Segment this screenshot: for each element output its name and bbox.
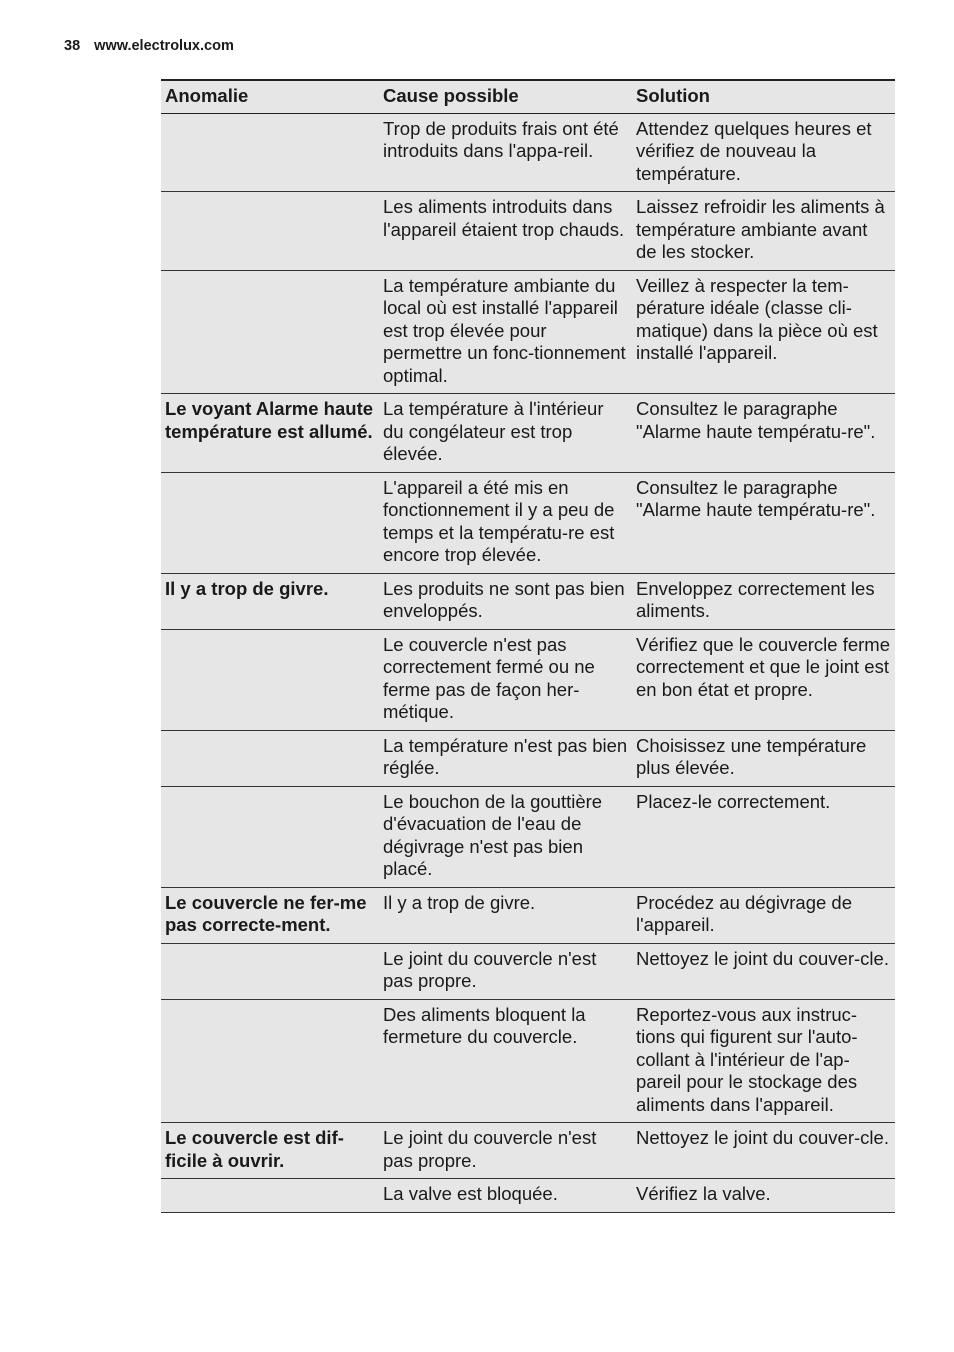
solution-cell: Enveloppez correctement les aliments.: [632, 573, 895, 629]
troubleshooting-table-container: [161, 79, 895, 1213]
column-header-anomaly: Anomalie: [161, 80, 379, 113]
cause-cell: La température à l'intérieur du congélateur est trop élevée.: [379, 394, 632, 473]
solution-cell: Placez-le correctement.: [632, 786, 895, 887]
cause-cell: La température n'est pas bien réglée.: [379, 730, 632, 786]
cause-cell: Les aliments introduits dans l'appareil étaient trop chauds.: [379, 192, 632, 271]
table-row: [161, 887, 895, 943]
table-row: [161, 573, 895, 629]
troubleshooting-table: [161, 79, 895, 1213]
solution-cell: Attendez quelques heures et vérifiez de nouveau la température.: [632, 113, 895, 192]
anomaly-cell: Le voyant Alarme haute température est allumé.: [161, 394, 379, 473]
table-header-row: [161, 80, 895, 113]
table-row: [161, 113, 895, 192]
anomaly-cell: [161, 192, 379, 271]
table-row: [161, 999, 895, 1123]
anomaly-cell: [161, 786, 379, 887]
table-row: [161, 730, 895, 786]
table-row: [161, 786, 895, 887]
anomaly-cell: [161, 270, 379, 394]
cause-cell: Le bouchon de la gouttière d'évacuation de l'eau de dégivrage n'est pas bien placé.: [379, 786, 632, 887]
solution-cell: Procédez au dégivrage de l'appareil.: [632, 887, 895, 943]
cause-cell: Le joint du couvercle n'est pas propre.: [379, 943, 632, 999]
cause-cell: Des aliments bloquent la fermeture du couvercle.: [379, 999, 632, 1123]
table-row: [161, 943, 895, 999]
solution-cell: Nettoyez le joint du couver-cle.: [632, 1123, 895, 1179]
anomaly-cell: Le couvercle ne fer-me pas correcte-ment.: [161, 887, 379, 943]
cause-cell: L'appareil a été mis en fonctionnement il y a peu de temps et la températu-re est encore trop élevée.: [379, 472, 632, 573]
cause-cell: Trop de produits frais ont été introduits dans l'appa-reil.: [379, 113, 632, 192]
cause-cell: Il y a trop de givre.: [379, 887, 632, 943]
solution-cell: Laissez refroidir les aliments à température ambiante avant de les stocker.: [632, 192, 895, 271]
solution-cell: Vérifiez la valve.: [632, 1179, 895, 1213]
cause-cell: Le joint du couvercle n'est pas propre.: [379, 1123, 632, 1179]
page-number: 38: [64, 38, 81, 54]
anomaly-cell: [161, 943, 379, 999]
column-header-solution: Solution: [632, 80, 895, 113]
anomaly-cell: [161, 472, 379, 573]
anomaly-cell: [161, 629, 379, 730]
cause-cell: La valve est bloquée.: [379, 1179, 632, 1213]
solution-cell: Vérifiez que le couvercle ferme correctement et que le joint est en bon état et propre.: [632, 629, 895, 730]
page-header: [64, 38, 234, 54]
anomaly-cell: [161, 999, 379, 1123]
solution-cell: Consultez le paragraphe "Alarme haute températu-re".: [632, 394, 895, 473]
anomaly-cell: [161, 1179, 379, 1213]
anomaly-cell: Le couvercle est dif-ficile à ouvrir.: [161, 1123, 379, 1179]
anomaly-cell: Il y a trop de givre.: [161, 573, 379, 629]
table-row: [161, 472, 895, 573]
solution-cell: Reportez-vous aux instruc-tions qui figurent sur l'auto-collant à l'intérieur de l'ap-pareil pour le stockage des aliments dans l'appareil.: [632, 999, 895, 1123]
website-url: www.electrolux.com: [94, 38, 234, 54]
table-row: [161, 1123, 895, 1179]
table-row: [161, 192, 895, 271]
solution-cell: Veillez à respecter la tem-pérature idéale (classe cli-matique) dans la pièce où est installé l'appareil.: [632, 270, 895, 394]
table-row: [161, 270, 895, 394]
table-row: [161, 1179, 895, 1213]
cause-cell: La température ambiante du local où est installé l'appareil est trop élevée pour permettre un fonc-tionnement optimal.: [379, 270, 632, 394]
solution-cell: Consultez le paragraphe "Alarme haute températu-re".: [632, 472, 895, 573]
cause-cell: Le couvercle n'est pas correctement fermé ou ne ferme pas de façon her-métique.: [379, 629, 632, 730]
column-header-cause: Cause possible: [379, 80, 632, 113]
table-row: [161, 629, 895, 730]
anomaly-cell: [161, 730, 379, 786]
anomaly-cell: [161, 113, 379, 192]
table-row: [161, 394, 895, 473]
solution-cell: Choisissez une température plus élevée.: [632, 730, 895, 786]
solution-cell: Nettoyez le joint du couver-cle.: [632, 943, 895, 999]
cause-cell: Les produits ne sont pas bien enveloppés.: [379, 573, 632, 629]
